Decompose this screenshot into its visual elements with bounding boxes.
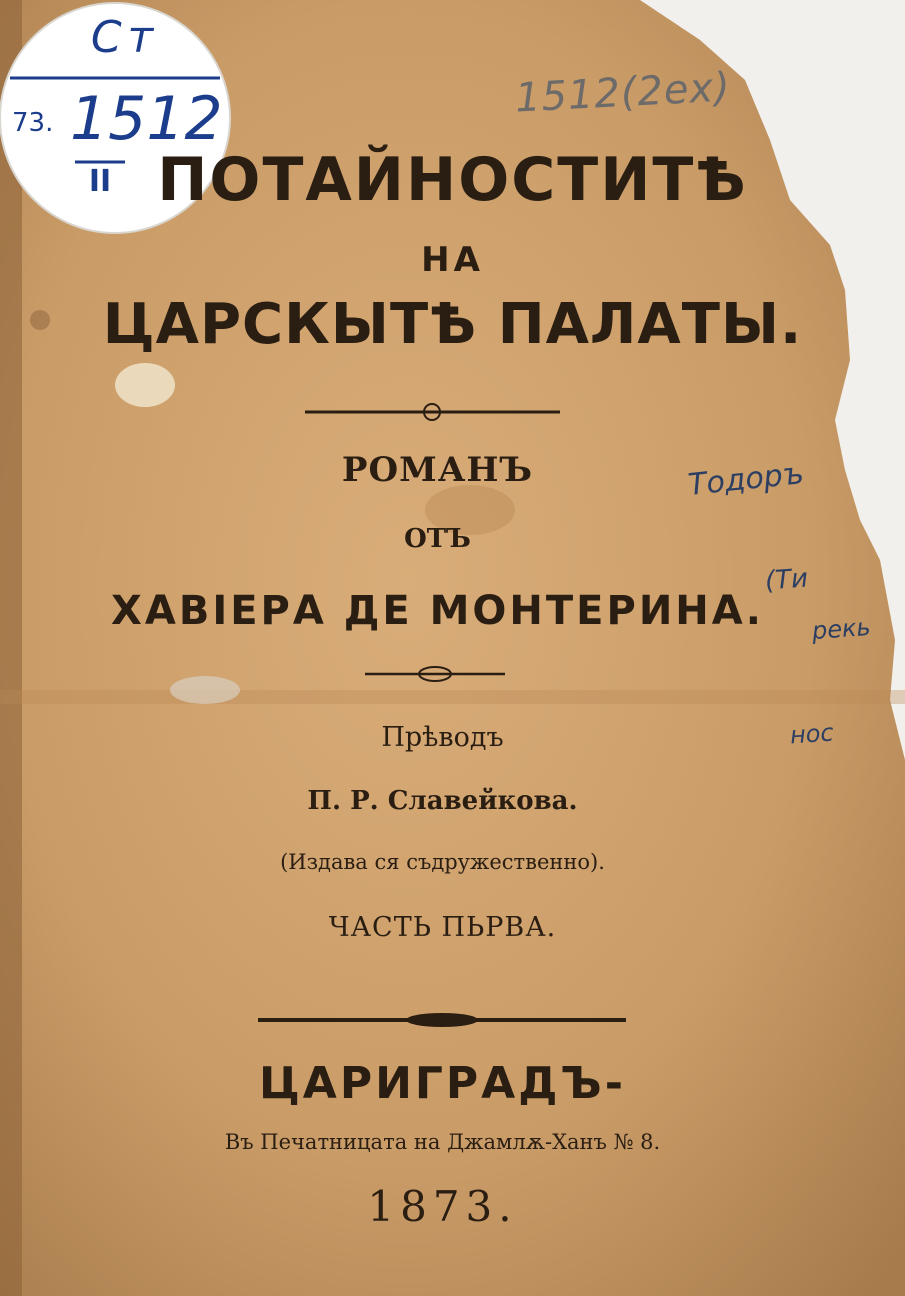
part-label: ЧАСТЬ ПЬРВА. <box>328 912 557 943</box>
from-label: ОТЪ <box>404 524 471 554</box>
translator-name: П. Р. Славейкова. <box>307 786 578 816</box>
publication-year: 1873. <box>367 1182 518 1231</box>
stain <box>170 676 240 704</box>
title-line-2: НА <box>421 240 484 280</box>
printer-line: Въ Печатницата на Джамлѫ-Ханъ № 8. <box>224 1130 661 1154</box>
title-line-3: ЦАРСКЫТѢ ПАЛАТЫ. <box>102 292 803 357</box>
handwritten-shelf-mark: 1512(2ех) <box>513 64 732 122</box>
stamp-volume: II <box>88 164 112 199</box>
stamp-prefix: 73. <box>12 108 54 138</box>
genre-label: РОМАНЪ <box>341 450 534 490</box>
stamp-collection: Ст <box>90 12 160 63</box>
divider-ornament-center <box>406 1013 478 1027</box>
publication-city: ЦАРИГРАДЪ- <box>258 1058 627 1109</box>
title-line-1: ПОТАЙНОСТИТѢ <box>157 145 748 215</box>
handwritten-margin-note: (Ти <box>764 563 809 597</box>
stain <box>115 363 175 407</box>
translation-label: Прѣводъ <box>381 722 504 753</box>
paper-fold <box>0 690 905 704</box>
handwritten-margin-note: нос <box>789 718 835 750</box>
handwritten-margin-name: Тодоръ <box>686 456 806 503</box>
handwritten-margin-note: рекь <box>811 612 872 646</box>
stamp-number: 1512 <box>70 84 223 154</box>
publication-note: (Издава ся съдружественно). <box>280 850 605 874</box>
author-name: ХАВІЕРА ДЕ МОНТЕРИНА. <box>111 588 764 634</box>
